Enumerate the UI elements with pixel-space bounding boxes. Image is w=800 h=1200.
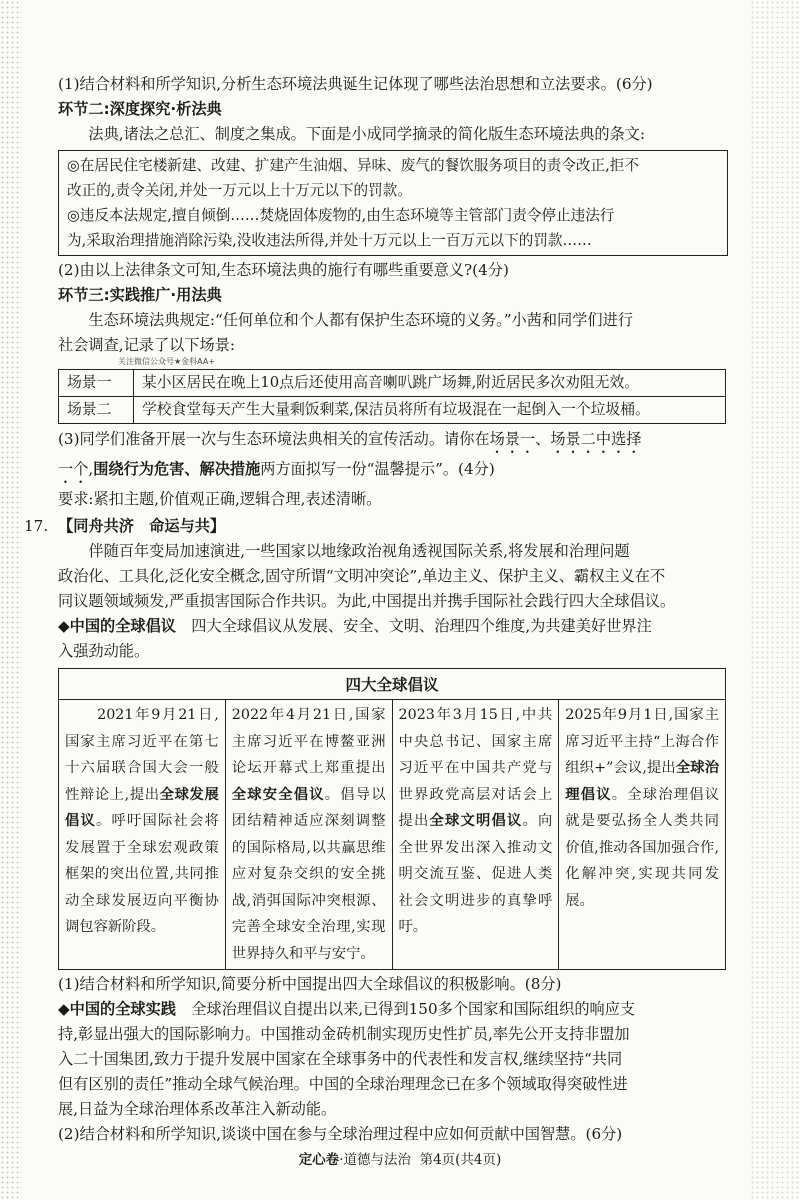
scene-row [59,397,726,424]
footer-page-number: 第4页(共4页) [419,1152,502,1168]
cell-text: 。全球治理倡议就是要弘扬全人类共同价值,推动各国加强合作,化解冲突,实现共同发展。 [565,786,719,909]
scene-label: 场景二 [59,397,134,424]
question-17-2: (2)结合材料和所学知识,谈谈中国在参与全球治理过程中应如何贡献中国智慧。(6分) [58,1125,623,1143]
scene-row [59,370,726,397]
global-practice-line-2 [58,1022,728,1047]
question-16-3-requirement: 要求:紧扣主题,价值观正确,逻辑合理,表述清晰。 [58,490,382,508]
initiative-security [225,700,392,970]
practice-text: 持,彰显出强大的国际影响力。 [58,1025,261,1043]
cell-text: 2022年4月21日,国家主席习近平在博鳌亚洲论坛开幕式上郑重提出 [231,707,386,776]
scan-noise-right [750,0,800,1200]
question-16-2: (2)由以上法律条文可知,生态环境法典的施行有哪些重要意义?(4分) [58,261,509,279]
law-article-1-line-1: ◎在居民住宅楼新建、改建、扩建产生油烟、异味、废气的餐饮服务项目的责令改正,拒不 [67,157,639,174]
question-17-number: 17. [24,517,49,535]
emphasized-text: 场景一、场景二中选择 [489,430,642,448]
initiative-governance [559,700,726,970]
global-practice-line-5: 展,日益为全球治理体系改革注入新动能。 [58,1100,337,1118]
question-17-title-line [24,514,728,539]
bold-text: 围绕行为危害、解决措施 [93,460,261,478]
question-text: 两方面拟写一份“温馨提示”。(4分) [260,460,495,478]
global-initiative-heading: ◆中国的全球倡议 [58,617,176,635]
law-article-2-line-1: ◎违反本法规定,擅自倾倒……焚烧固体废物的,由生态环境等主管部门责令停止违法行 [67,207,615,224]
scene-text: 学校食堂每天产生大量剩饭剩菜,保洁员将所有垃圾混在一起倒入一个垃圾桶。 [134,397,726,424]
four-initiatives-table [58,668,726,970]
section-3-text-2: 社会调查,记录了以下场景: [58,336,236,354]
cell-text: 。倡导以团结精神适应深刻调整的国际格局,以共赢思维应对复杂交织的安全挑战,消弭国际冲突根源、完善全球安全治理,实现世界持久和平与安宁。 [231,786,386,962]
footer-brand: 定心卷 [298,1152,340,1168]
cell-key: 全球发展倡议 [65,786,219,829]
footer-dot: · [339,1152,344,1168]
cell-text: 2021年9月21日,国家主席习近平在第七十六届联合国大会一般性辩论上,提出 [65,707,219,803]
scene-table [58,369,726,424]
global-practice-line-3: 入二十国集团,致力于提升发展中国家在全球事务中的代表性和发言权,继续坚持“共同 [58,1050,623,1068]
global-practice-heading: ◆中国的全球实践 [58,1000,176,1018]
practice-text: 全球治理倡议自提出以来,已得到150多个国家和国际组织的响应支 [176,1000,636,1018]
cell-key: 全球文明倡议 [429,813,523,829]
question-16-3-line-1 [58,427,728,457]
cell-text: 2025年9月1日,国家主席习近平主持“上海合作组织+”会议,提出 [565,707,719,776]
initiative-development [59,700,226,970]
emphasized-text: 一个, [58,460,94,478]
intro-text: 四大全球倡议从发展、安全、文明、治理四个维度,为共建美好世界注 [176,617,652,635]
scene-label: 场景一 [59,370,134,397]
q17-paragraph-line-3: 同议题领域频发,严重损害国际合作共识。为此,中国提出并携手国际社会践行四大全球倡议。 [58,592,676,610]
question-text: (3)同学们准备开展一次与生态环境法典相关的宣传活动。请你在 [58,430,490,448]
footer-subject: 道德与法治 [343,1152,411,1168]
section-2-heading: 环节二:深度探究·析法典 [58,100,222,118]
practice-text: 中国推动金砖机制实现历史性扩员,率先公开支持非盟加 [260,1025,630,1043]
law-articles-box [58,150,728,256]
page-content [24,72,728,1147]
section-3-text-1: 生态环境法典规定:“任何单位和个人都有保护生态环境的义务。”小茜和同学们进行 [88,311,633,329]
cell-text: 。向全世界发出深入推动文明交流互鉴、促进人类社会文明进步的真挚呼吁。 [398,813,553,935]
cell-text: 2023年3月15日,中共中央总书记、国家主席习近平在中国共产党与世界政党高层对话会上提出 [398,707,553,829]
scene-text: 某小区居民在晚上10点后还使用高音喇叭跳广场舞,附近居民多次劝阻无效。 [134,370,726,397]
page-footer [0,1148,800,1168]
q17-paragraph-line-2: 政治化、工具化,泛化安全概念,固守所谓“文明冲突论”,单边主义、保护主义、霸权主义在不 [58,567,666,585]
question-16-3-line-2 [58,457,728,487]
section-3-heading: 环节三:实践推广·用法典 [58,286,222,304]
q17-paragraph-line-1: 伴随百年变局加速演进,一些国家以地缘政治视角透视国际关系,将发展和治理问题 [88,542,630,560]
law-article-2-line-2: 为,采取治理措施消除污染,没收违法所得,并处十万元以上一百万元以下的罚款…… [67,232,592,249]
table-title: 四大全球倡议 [59,669,726,700]
law-article-1-line-2: 改正的,责令关闭,并处一万元以上十万元以下的罚款。 [67,182,412,199]
global-practice-line-1 [58,997,728,1022]
cell-text: 。呼吁国际社会将发展置于全球宏观政策框架的突出位置,共同推动全球发展迈向平衡协调包容新阶段。 [65,813,219,935]
initiative-civilization [392,700,559,970]
scan-noise-left [0,0,22,1200]
section-2-intro: 法典,诸法之总汇、制度之集成。下面是小成同学摘录的简化版生态环境法典的条文: [88,125,646,143]
global-initiative-intro [58,614,728,639]
global-initiative-intro-2: 入强劲动能。 [58,642,150,660]
cell-key: 全球安全倡议 [231,786,325,803]
cell-key: 全球治理倡议 [565,760,719,803]
question-17-title: 【同舟共济 命运与共】 [58,517,226,535]
question-17-1: (1)结合材料和所学知识,简要分析中国提出四大全球倡议的积极影响。(8分) [58,975,562,993]
global-practice-line-4: 但有区别的责任”推动全球气候治理。中国的全球治理理念已在多个领域取得突破性进 [58,1075,628,1093]
question-16-1: (1)结合材料和所学知识,分析生态环境法典诞生记体现了哪些法治思想和立法要求。(6分) [58,75,653,93]
watermark-note: 关注微信公众号★金科AA+ [118,357,216,366]
